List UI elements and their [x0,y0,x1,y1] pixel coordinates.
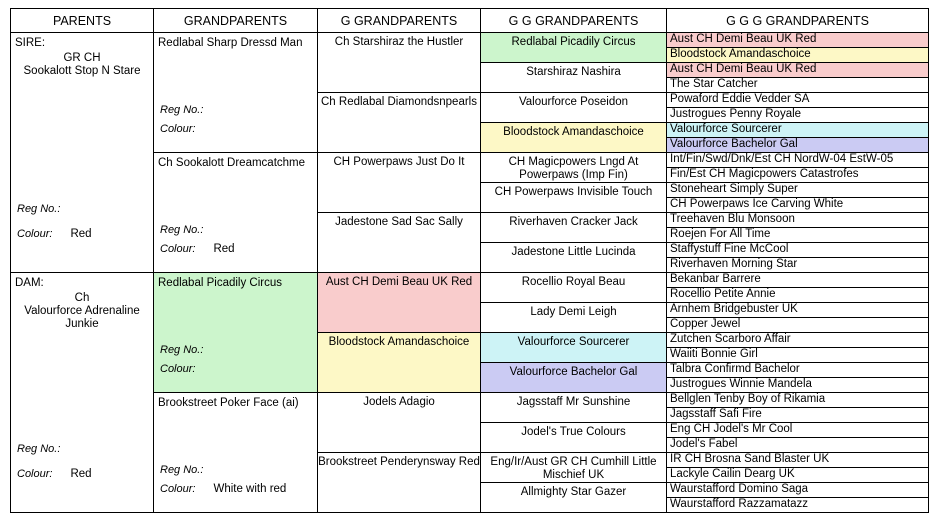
great-grandparent-name: Ch Redlabal Diamondsnpearls [321,96,477,108]
ggg-grandparent-cell [667,243,929,258]
grandparent-colour [160,483,286,495]
gg-grandparent-name: Jadestone Little Lucinda [511,246,636,258]
ggg-grandparent-cell [667,288,929,303]
ggg-grandparent-cell [667,453,929,468]
grandparent-box [154,393,317,510]
ggg-grandparent-name: Treehaven Blu Monsoon [670,213,795,225]
sire-colour-label: Colour: [17,227,53,240]
ggg-grandparent-cell [667,303,929,318]
gg-grandparent-name: Valourforce Poseidon [518,96,629,108]
ggg-grandparent-name: Arnhem Bridgebuster UK [670,303,798,315]
ggg-grandparent-name: IR CH Brosna Sand Blaster UK [670,453,830,465]
ggg-grandparent-name: Roejen For All Time [670,228,771,240]
grandparent-reg-no [160,464,203,476]
ggg-grandparent-name: Justrogues Penny Royale [670,108,802,120]
ggg-grandparent-cell [667,123,929,138]
gg-grandparent-name: CH Magicpowers Lngd At Powerpaws (Imp Fin) [508,156,639,181]
gg-grandparent-cell [481,243,667,273]
ggg-grandparent-name: Staffystuff Fine McCool [670,243,789,255]
great-grandparent-cell [318,273,481,333]
gg-grandparent-cell [481,93,667,123]
ggg-grandparent-cell [667,438,929,453]
ggg-grandparent-name: Bekanbar Barrere [670,273,761,285]
gg-grandparent-cell [481,213,667,243]
ggg-grandparent-name: Waurstafford Domino Saga [670,483,809,495]
gg-grandparent-name: Jagsstaff Mr Sunshine [516,396,631,408]
ggg-grandparent-name: Stoneheart Simply Super [670,183,798,195]
dam-cell [11,273,154,513]
gg-grandparent-cell [481,303,667,333]
great-grandparent-cell [318,93,481,153]
ggg-grandparent-name: Copper Jewel [670,318,741,330]
gg-grandparent-name: Jodel's True Colours [521,426,626,438]
sire-reg-no [17,203,60,215]
grandparent-cell [154,273,318,393]
great-grandparent-name: Jodels Adagio [363,396,435,408]
grandparent-name: Redlabal Sharp Dressd Man [158,37,303,49]
grandparent-colour-label: Colour: [160,122,196,135]
great-grandparent-name: Bloodstock Amandaschoice [328,336,470,348]
ggg-grandparent-cell [667,408,929,423]
sire-reg-no-label: Reg No.: [17,202,61,215]
grandparent-reg-no-label: Reg No.: [160,343,204,356]
dam-reg-no [17,443,60,455]
grandparent-name: Ch Sookalott Dreamcatchme [158,157,306,169]
ggg-grandparent-name: Valourforce Sourcerer [670,123,782,135]
ggg-grandparent-cell [667,273,929,288]
ggg-grandparent-name: Zutchen Scarboro Affair [670,333,791,345]
sire-name [11,50,153,78]
ggg-grandparent-cell [667,498,929,513]
ggg-grandparent-cell [667,213,929,228]
gg-grandparent-name: Allmighty Star Gazer [520,486,627,498]
great-grandparent-name: CH Powerpaws Just Do It [333,156,465,168]
gg-grandparent-name: Starshiraz Nashira [526,66,621,78]
ggg-grandparent-cell [667,183,929,198]
ggg-grandparent-cell [667,228,929,243]
great-grandparent-name: Brookstreet Penderynsway Red [318,456,480,468]
grandparent-box [154,33,317,150]
sire-name-line1: GR CH [63,52,101,64]
grandparent-colour-value: Red [213,242,235,255]
dam-reg-no-label: Reg No.: [17,442,61,455]
gg-grandparent-cell [481,423,667,453]
grandparent-name: Brookstreet Poker Face (ai) [158,397,299,409]
gg-grandparent-name: Valourforce Bachelor Gal [509,366,638,378]
ggg-grandparent-cell [667,48,929,63]
gg-grandparent-cell [481,393,667,423]
ggg-grandparent-cell [667,108,929,123]
gg-grandparent-name: Rocellio Royal Beau [521,276,626,288]
ggg-grandparent-cell [667,363,929,378]
ggg-grandparent-name: Jodel's Fabel [670,438,738,450]
ggg-grandparent-name: Lackyle Cailin Dearg UK [670,468,795,480]
gg-grandparent-name: CH Powerpaws Invisible Touch [494,186,653,198]
grandparent-reg-no-label: Reg No.: [160,463,204,476]
grandparent-reg-no-label: Reg No.: [160,103,204,116]
dam-colour-value: Red [70,467,92,480]
ggg-grandparent-cell [667,468,929,483]
ggg-grandparent-cell [667,33,929,48]
great-grandparent-name: Aust CH Demi Beau UK Red [325,276,473,288]
grandparent-colour-label: Colour: [160,242,196,255]
ggg-grandparent-name: Int/Fin/Swd/Dnk/Est CH NordW-04 EstW-05 [670,153,894,165]
dam-name [11,290,153,331]
gg-grandparent-cell [481,63,667,93]
pedigree-row [11,273,929,288]
grandparent-cell [154,393,318,513]
dam-colour-label: Colour: [17,467,53,480]
great-grandparent-cell [318,453,481,513]
ggg-grandparent-cell [667,258,929,273]
grandparent-cell [154,33,318,153]
ggg-grandparent-cell [667,78,929,93]
ggg-grandparent-cell [667,168,929,183]
ggg-grandparent-name: Justrogues Winnie Mandela [670,378,812,390]
dam-heading: DAM: [15,277,44,289]
gg-grandparent-cell [481,273,667,303]
ggg-grandparent-name: Eng CH Jodel's Mr Cool [670,423,793,435]
ggg-grandparent-cell [667,63,929,78]
grandparent-box [154,153,317,270]
ggg-grandparent-cell [667,138,929,153]
header-parents: PARENTS [11,9,154,33]
ggg-grandparent-name: Aust CH Demi Beau UK Red [670,63,817,75]
grandparent-colour [160,243,235,255]
ggg-grandparent-name: Rocellio Petite Annie [670,288,776,300]
great-grandparent-cell [318,213,481,273]
pedigree-table [10,8,929,513]
ggg-grandparent-name: Valourforce Bachelor Gal [670,138,798,150]
gg-grandparent-cell [481,123,667,153]
gg-grandparent-name: Bloodstock Amandaschoice [503,126,644,138]
ggg-grandparent-name: The Star Catcher [670,78,758,90]
header-grandparents: GRANDPARENTS [154,9,318,33]
gg-grandparent-name: Lady Demi Leigh [530,306,617,318]
sire-heading: SIRE: [15,37,46,49]
sire-name-line2: Sookalott Stop N Stare [23,65,141,77]
gg-grandparent-cell [481,363,667,393]
grandparent-colour [160,123,213,135]
grandparent-colour-value: White with red [213,482,287,495]
ggg-grandparent-name: Aust CH Demi Beau UK Red [670,33,817,45]
gg-grandparent-name: Eng/Ir/Aust GR CH Cumhill Little Mischief UK [490,456,657,481]
gg-grandparent-cell [481,33,667,63]
grandparent-reg-no [160,104,203,116]
ggg-grandparent-name: CH Powerpaws Ice Carving White [670,198,844,210]
gg-grandparent-name: Valourforce Sourcerer [517,336,630,348]
grandparent-reg-no [160,224,203,236]
sire-cell [11,33,154,273]
gg-grandparent-cell [481,453,667,483]
ggg-grandparent-cell [667,393,929,408]
ggg-grandparent-name: Fin/Est CH Magicpowers Catastrofes [670,168,859,180]
grandparent-reg-no [160,344,203,356]
grandparent-cell [154,153,318,273]
ggg-grandparent-name: Bloodstock Amandaschoice [670,48,811,60]
gg-grandparent-cell [481,483,667,513]
dam-name-line2: Valourforce Adrenaline Junkie [24,305,140,330]
ggg-grandparent-name: Waiiti Bonnie Girl [670,348,758,360]
header-row [11,9,929,33]
great-grandparent-name: Jadestone Sad Sac Sally [335,216,463,228]
grandparent-colour-label: Colour: [160,362,196,375]
ggg-grandparent-cell [667,198,929,213]
great-grandparent-cell [318,153,481,213]
ggg-grandparent-name: Powaford Eddie Vedder SA [670,93,810,105]
grandparent-colour-label: Colour: [160,482,196,495]
ggg-grandparent-name: Talbra Confirmd Bachelor [670,363,800,375]
sire-colour-value: Red [70,227,92,240]
header-gg-grandparents: G G GRANDPARENTS [481,9,667,33]
grandparent-box [154,273,317,390]
ggg-grandparent-name: Jagsstaff Safi Fire [670,408,762,420]
dam-name-line1: Ch [74,292,90,304]
ggg-grandparent-cell [667,378,929,393]
grandparent-name: Redlabal Picadily Circus [158,277,282,289]
great-grandparent-name: Ch Starshiraz the Hustler [334,36,464,48]
pedigree-row [11,33,929,48]
ggg-grandparent-cell [667,333,929,348]
ggg-grandparent-name: Bellglen Tenby Boy of Rikamia [670,393,826,405]
ggg-grandparent-cell [667,348,929,363]
grandparent-colour [160,363,213,375]
ggg-grandparent-cell [667,423,929,438]
ggg-grandparent-cell [667,153,929,168]
gg-grandparent-name: Riverhaven Cracker Jack [509,216,638,228]
sire-box [11,33,153,267]
ggg-grandparent-cell [667,93,929,108]
header-ggg-grandparents: G G G GRANDPARENTS [667,9,929,33]
dam-colour [17,468,92,480]
ggg-grandparent-cell [667,483,929,498]
great-grandparent-cell [318,333,481,393]
gg-grandparent-cell [481,183,667,213]
ggg-grandparent-cell [667,318,929,333]
great-grandparent-cell [318,393,481,453]
grandparent-reg-no-label: Reg No.: [160,223,204,236]
sire-colour [17,228,92,240]
gg-grandparent-name: Redlabal Picadily Circus [511,36,636,48]
ggg-grandparent-name: Riverhaven Morning Star [670,258,798,270]
header-g-grandparents: G GRANDPARENTS [318,9,481,33]
great-grandparent-cell [318,33,481,93]
gg-grandparent-cell [481,333,667,363]
ggg-grandparent-name: Waurstafford Razzamatazz [670,498,809,510]
gg-grandparent-cell [481,153,667,183]
dam-box [11,273,153,507]
